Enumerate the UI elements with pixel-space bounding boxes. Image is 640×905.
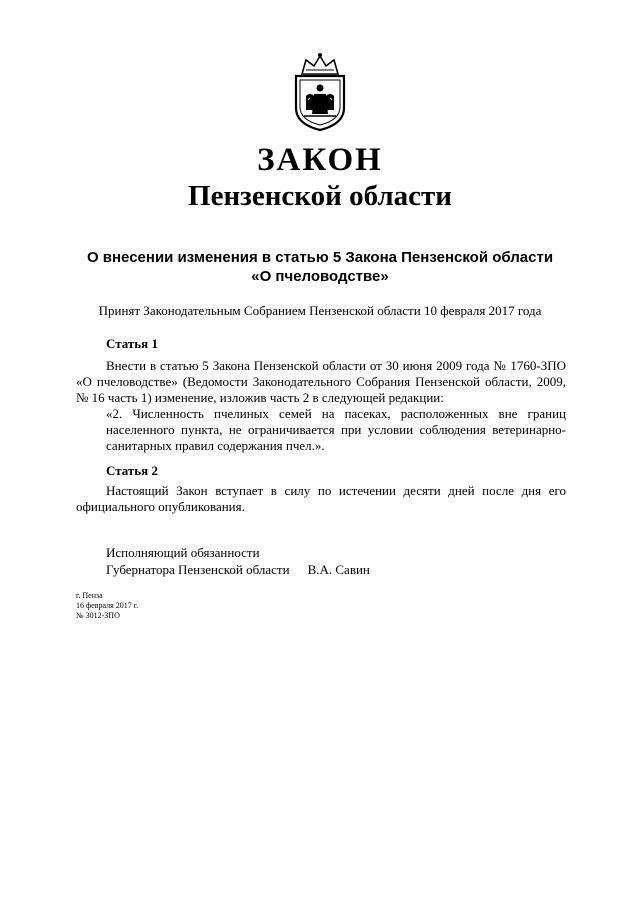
- article-2-heading: Статья 2: [106, 463, 158, 478]
- coat-of-arms-icon: [288, 52, 352, 132]
- footer-city: г. Пенза: [76, 591, 103, 600]
- signatory-position: Губернатора Пензенской области: [106, 562, 290, 577]
- adoption-note: Принят Законодательным Собранием Пензенской области 10 февраля 2017 года: [98, 303, 542, 318]
- document-title: ЗАКОН: [257, 142, 383, 178]
- document-subtitle: Пензенской области: [188, 180, 452, 212]
- article-1-quote-text: «2. Численность пчелиных семей на пасеках, расположенных вне границ населенного пункта, не ограничивается при условии соблюдения ветеринарно-санитарных правил содержания пчел.».: [106, 406, 566, 453]
- law-subject-line2: «О пчеловодстве»: [251, 268, 389, 285]
- law-subject-line1: О внесении изменения в статью 5 Закона Пензенской области: [86, 249, 554, 266]
- article-1-quote: [76, 406, 566, 454]
- footer-date: 16 февраля 2017 г.: [76, 601, 139, 610]
- signatory-name: В.А. Савин: [307, 562, 370, 577]
- article-1-heading: Статья 1: [106, 336, 158, 351]
- registration-footer: [76, 591, 138, 621]
- signatory-title-line2: [106, 562, 370, 578]
- article-1-text: Внести в статью 5 Закона Пензенской области от 30 июня 2009 года № 1760-ЗПО «О пчеловодстве» (Ведомости Законодательного Собрания Пензенской области, 2009, № 16 часть 1) изменение, изложив часть 2 в следующей редакции:: [76, 358, 566, 405]
- article-2-text: Настоящий Закон вступает в силу по истечении десяти дней после дня его официального опубликования.: [76, 483, 566, 514]
- signatory-title-line1: Исполняющий обязанности: [106, 545, 260, 560]
- law-subject: [60, 248, 580, 286]
- footer-number: № 3012-ЗПО: [76, 611, 120, 620]
